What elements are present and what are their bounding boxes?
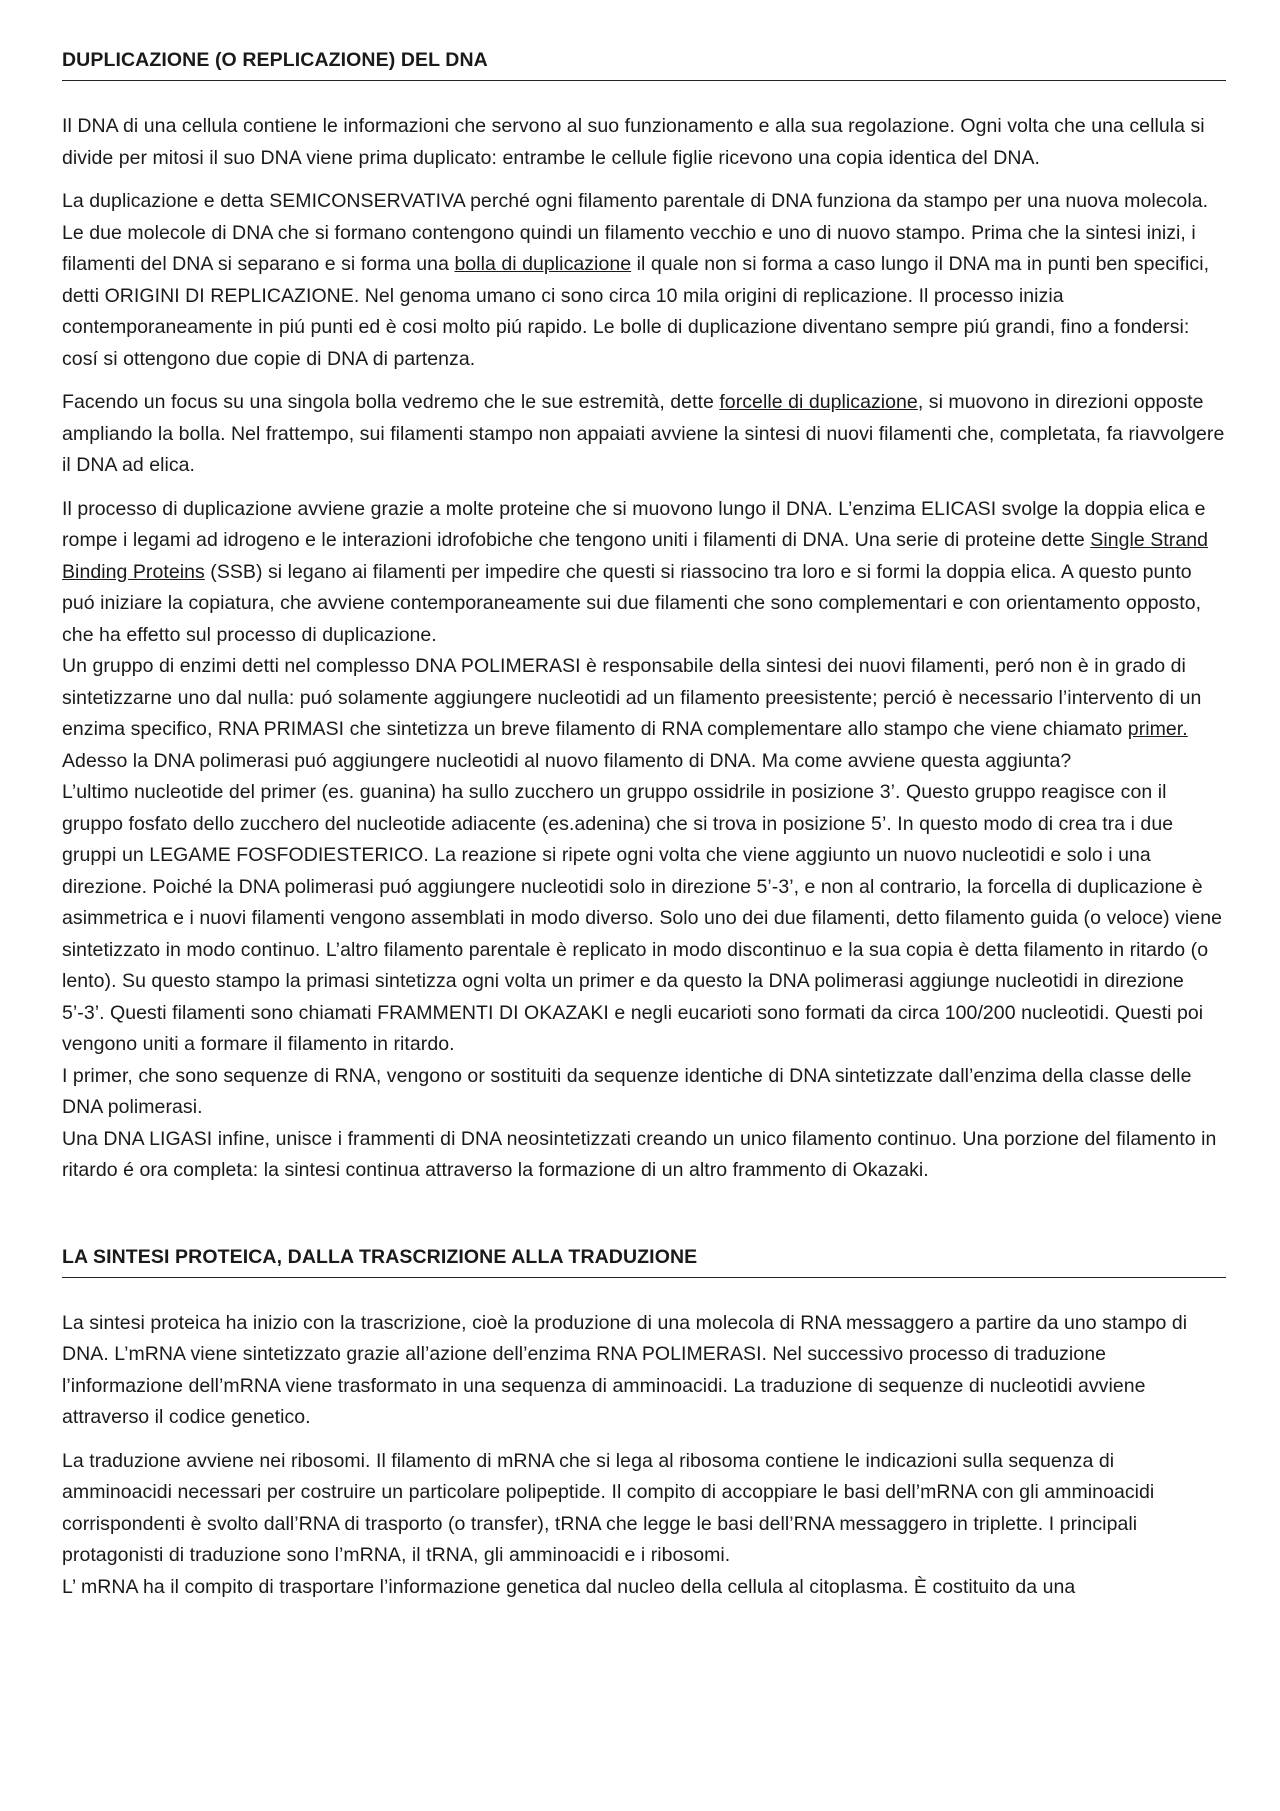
paragraph-dna-polimerasi [62,651,1226,777]
text-run: Il processo di duplicazione avviene grazie a molte proteine che si muovono lungo il DNA. L’enzima ELICASI svolge la doppia elica e rompe i legami ad idrogeno e le interazioni idrofobiche che tengono uniti i filamenti di DNA. Una serie di proteine dette [62,497,1206,551]
paragraph-semiconservative [62,186,1226,375]
paragraph-ribosomi: La traduzione avviene nei ribosomi. Il filamento di mRNA che si lega al ribosoma contiene le indicazioni sulla sequenza di amminoacidi necessari per costruire un particolare polipeptide. Il compito di accoppiare le basi dell’mRNA con gli amminoacidi corrispondenti è svolto dall’RNA di trasporto (o transfer), tRNA che legge le basi dell’RNA messaggero in triplette. I principali protagonisti di traduzione sono l’mRNA, il tRNA, gli amminoacidi e i ribosomi. [62,1449,1155,1566]
underlined-term-bolla: bolla di duplicazione [454,253,632,275]
text-run: Un gruppo di enzimi detti nel complesso DNA POLIMERASI è responsabile della sintesi dei nuovi filamenti, peró non è in grado di sintetizzarne uno dal nulla: puó solamente aggiungere nucleotidi ad un filamento preesistente; perció è necessario l’intervento di un enzima specifico, RNA PRIMASI che sintetizza un breve filamento di RNA complementare allo stampo che viene chiamato [62,655,1202,740]
paragraph-forcelle [62,387,1226,482]
section-heading-protein-synthesis: LA SINTESI PROTEICA, DALLA TRASCRIZIONE ALLA TRADUZIONE [62,1245,698,1268]
section-spacer [62,1199,1226,1243]
underlined-term-forcelle: forcelle di duplicazione [719,391,918,413]
section-heading-dna-replication: DUPLICAZIONE (O REPLICAZIONE) DEL DNA [62,49,488,71]
document-page [62,46,1226,1603]
heading-underline-rule [62,80,1226,81]
text-run: Adesso la DNA polimerasi puó aggiungere nucleotidi al nuovo filamento di DNA. Ma come avviene questa aggiunta? [62,749,1072,772]
paragraph-dna-intro: Il DNA di una cellula contiene le informazioni che servono al suo funzionamento e alla sua regolazione. Ogni volta che una cellula si divide per mitosi il suo DNA viene prima duplicato: entrambe le cellule figlie ricevono una copia identica del DNA. [62,115,1205,169]
paragraph-trascrizione: La sintesi proteica ha inizio con la trascrizione, cioè la produzione di una molecola di RNA messaggero a partire da uno stampo di DNA. L’mRNA viene sintetizzato grazie all’azione dell’enzima RNA POLIMERASI. Nel successivo processo di traduzione l’informazione dell’mRNA viene trasformato in una sequenza di amminoacidi. La traduzione di sequenze di nucleotidi avviene attraverso il codice genetico. [62,1311,1188,1428]
underlined-term-primer: primer. [1127,718,1188,740]
heading-underline-rule [62,1277,1226,1278]
text-run: La duplicazione e detta SEMICONSERVATIVA perché ogni filamento parentale di DNA funziona da stampo per una nuova molecola. Le due molecole di DNA che si formano contengono quindi un filamento vecchio e uno di nuovo stampo. Prima che la sintesi inizi, i filamenti del DNA si separano e si forma una [62,190,1209,275]
text-run: il quale non si forma a caso lungo il DNA ma in punti ben specifici, detti ORIGINI DI REPLICAZIONE. Nel genoma umano ci sono circa 10 mila origini di replicazione. Il processo inizia contemporaneamente in piú punti ed è cosi molto piú rapido. Le bolle di duplicazione diventano sempre piú grandi, fino a fondersi: cosí si ottengono due copie di DNA di partenza. [62,253,1210,370]
paragraph-dna-ligasi: Una DNA LIGASI infine, unisce i frammenti di DNA neosintetizzati creando un unico filamento continuo. Una porzione del filamento in ritardo é ora completa: la sintesi continua attraverso la formazione di un altro frammento di Okazaki. [62,1127,1217,1181]
text-run: , si muovono in direzioni opposte ampliando la bolla. Nel frattempo, sui filamenti stampo non appaiati avviene la sintesi di nuovi filamenti che, completata, fa riavvolgere il DNA ad elica. [62,391,1225,476]
paragraph-legame-fosfodiesterico: L’ultimo nucleotide del primer (es. guanina) ha sullo zucchero un gruppo ossidrile in posizione 3’. Questo gruppo reagisce con il gruppo fosfato dello zucchero del nucleotide adiacente (es.adenina) che si trova in posizione 5’. In questo modo di crea tra i due gruppi un LEGAME FOSFODIESTERICO. La reazione si ripete ogni volta che viene aggiunto un nuovo nucleotidi e solo i una direzione. Poiché la DNA polimerasi puó aggiungere nucleotidi solo in direzione 5’-3’, e non al contrario, la forcella di duplicazione è asimmetrica e i nuovi filamenti vengono assemblati in modo diverso. Solo uno dei due filamenti, detto filamento guida (o veloce) viene sintetizzato in modo continuo. L’altro filamento parentale è replicato in modo discontinuo e la sua copia è detta filamento in ritardo (o lento). Su questo stampo la primasi sintetizza ogni volta un primer e da questo la DNA polimerasi aggiunge nucleotidi in direzione 5’-3’. Questi filamenti sono chiamati FRAMMENTI DI OKAZAKI e negli eucarioti sono formati da circa 100/200 nucleotidi. Questi poi vengono uniti a formare il filamento in ritardo. [62,781,1222,1055]
text-run: Facendo un focus su una singola bolla vedremo che le sue estremità, dette [62,391,720,413]
paragraph-elicasi [62,494,1226,652]
text-run: (SSB) si legano ai filamenti per impedire che questi si riassocino tra loro e si formi la doppia elica. A questo punto puó iniziare la copiatura, che avviene contemporaneamente sui due filamenti che sono complementari e con orientamento opposto, che ha effetto sul processo di duplicazione. [62,560,1202,646]
paragraph-mrna: L’ mRNA ha il compito di trasportare l’informazione genetica dal nucleo della cellula al citoplasma. È costituito da una [62,1575,1076,1598]
paragraph-primer-sostituiti: I primer, che sono sequenze di RNA, vengono or sostituiti da sequenze identiche di DNA sintetizzate dall’enzima della classe delle DNA polimerasi. [62,1064,1192,1118]
underlined-term-ssb: Single Strand Binding Proteins [62,529,1209,583]
